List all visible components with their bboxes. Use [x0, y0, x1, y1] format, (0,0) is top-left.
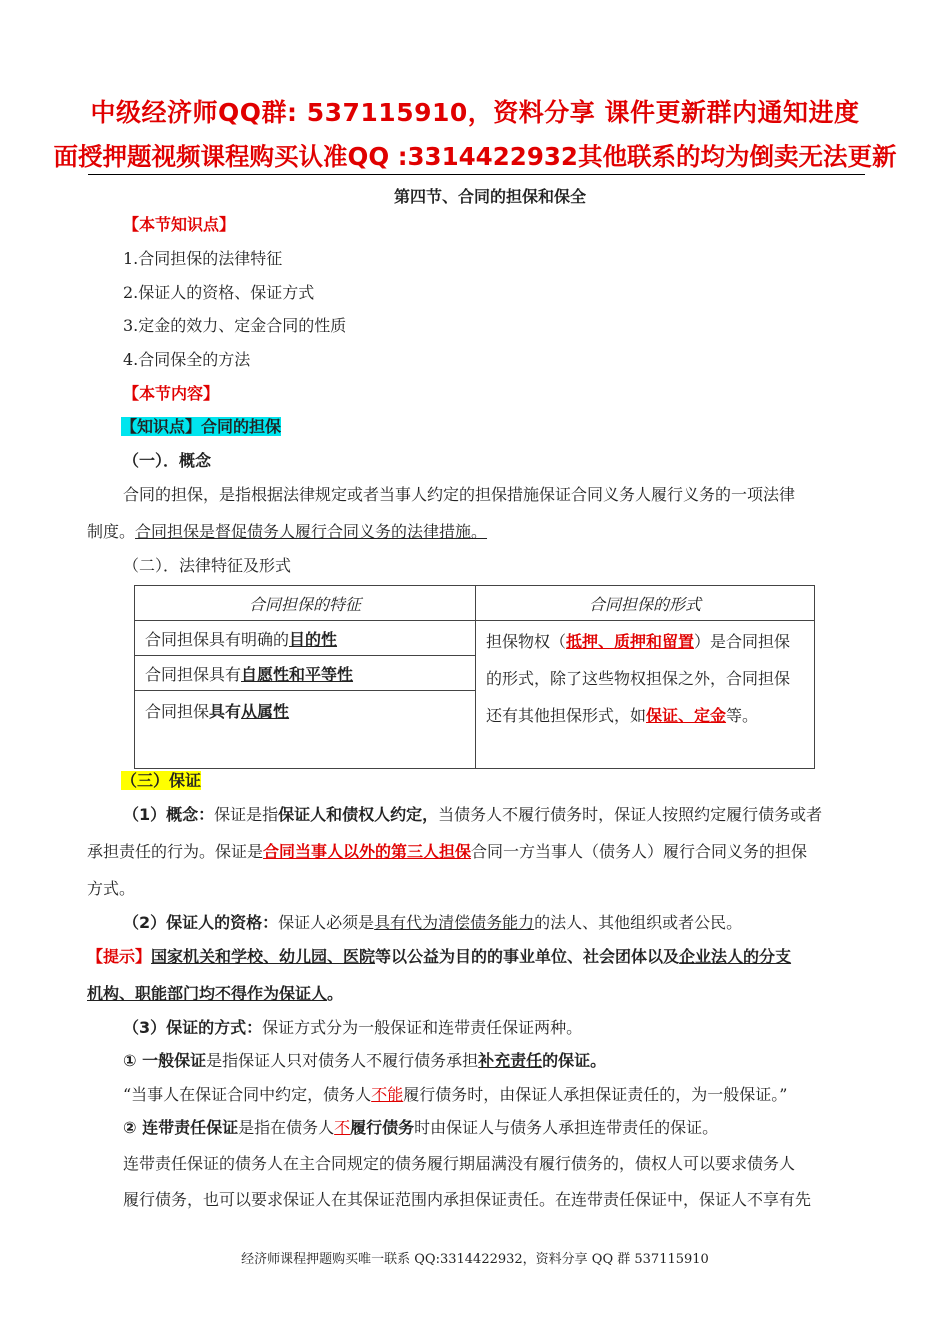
general-guarantee-quote: “当事人在保证合同中约定，债务人不能履行债务时，由保证人承担保证责任的，为一般保证。”: [123, 1085, 788, 1104]
table-col1-header: 合同担保的特征: [135, 586, 476, 621]
content-heading: 【本节内容】: [123, 384, 220, 403]
s1-para-emphasis: 合同担保是督促债务人履行合同义务的法律措施。: [135, 522, 488, 541]
knowledge-point-1: 1.合同担保的法律特征: [123, 249, 283, 268]
knowledge-points-heading: 【本节知识点】: [123, 215, 236, 234]
s3-methods: （3）保证的方式：保证方式分为一般保证和连带责任保证两种。: [123, 1018, 583, 1037]
s1-para-start: 制度。: [87, 522, 136, 541]
section-title: 第四节、合同的担保和保全: [393, 187, 586, 206]
page-footer: 经济师课程押题购买唯一联系 QQ:3314422932，资料分享 QQ 群 537115910: [241, 1252, 709, 1267]
knowledge-point-3: 3.定金的效力、定金合同的性质: [123, 316, 347, 335]
s3-heading: （三）保证: [121, 771, 202, 790]
header-line-2: 面授押题视频课程购买认准QQ :3314422932其他联系的均为倒卖无法更新: [53, 142, 897, 171]
tip-line2: 机构、职能部门均不得作为保证人。: [87, 984, 344, 1003]
header-line-1: 中级经济师QQ群: 537115910，资料分享 课件更新群内通知进度: [90, 98, 860, 127]
joint-guarantee: ② 连带责任保证是指在债务人不履行债务时由保证人与债务人承担连带责任的保证。: [123, 1118, 719, 1137]
s1-heading: （一）．概念: [123, 451, 212, 470]
knowledge-point-4: 4.合同保全的方法: [123, 350, 251, 369]
s3-concept-line2: 承担责任的行为。保证是合同当事人以外的第三人担保合同一方当事人（债务人）履行合同义务的担保: [87, 842, 808, 861]
kp-tag: 【知识点】合同的担保: [121, 417, 282, 436]
s3-concept-line3: 方式。: [87, 879, 136, 898]
forms-cell: 担保物权（抵押、质押和留置）是合同担保 的形式，除了这些物权担保之外，合同担保 还有其他担保形式，如保证、定金等。: [476, 621, 815, 769]
s3-qualification: （2）保证人的资格：保证人必须是具有代为清偿债务能力的法人、其他组织或者公民。: [123, 913, 743, 932]
general-guarantee: ① 一般保证是指保证人只对债务人不履行债务承担补充责任的保证。: [123, 1051, 607, 1070]
feature-row-3: 合同担保具有从属性: [135, 691, 476, 769]
tip-line1: 【提示】国家机关和学校、幼儿园、医院等以公益为目的的事业单位、社会团体以及企业法人的分支: [87, 947, 792, 966]
header-divider: [88, 174, 865, 175]
knowledge-point-2: 2.保证人的资格、保证方式: [123, 283, 315, 302]
feature-row-1: 合同担保具有明确的目的性: [135, 621, 476, 656]
s3-concept-line1: （1）概念：保证是指保证人和债权人约定，当债务人不履行债务时，保证人按照约定履行债务或者: [123, 805, 823, 824]
table-col2-header: 合同担保的形式: [476, 586, 815, 621]
joint-para-line1: 连带责任保证的债务人在主合同规定的债务履行期届满没有履行债务的，债权人可以要求债务人: [123, 1154, 796, 1173]
joint-para-line2: 履行债务，也可以要求保证人在其保证范围内承担保证责任。在连带责任保证中，保证人不享有先: [123, 1190, 812, 1209]
feature-row-2: 合同担保具有自愿性和平等性: [135, 656, 476, 691]
s1-para-line1: 合同的担保，是指根据法律规定或者当事人约定的担保措施保证合同义务人履行义务的一项法律: [123, 485, 796, 504]
s2-heading: （二）．法律特征及形式: [123, 556, 292, 575]
guarantee-table: [134, 585, 815, 769]
